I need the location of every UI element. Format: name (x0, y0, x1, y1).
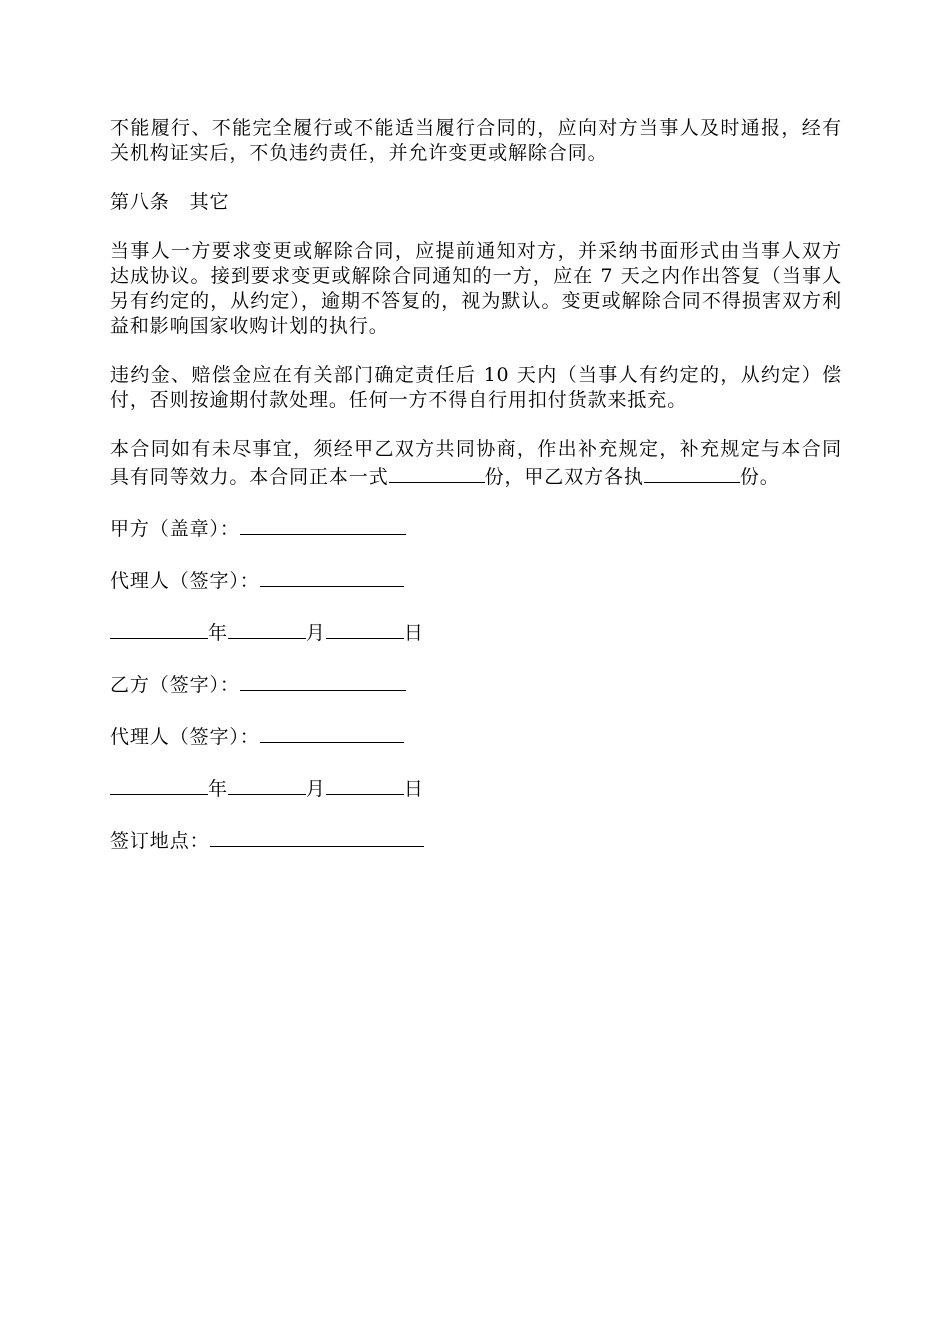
year-blank[interactable] (110, 774, 208, 795)
supplement-text-end: 份。 (739, 466, 780, 488)
year-blank[interactable] (110, 618, 208, 639)
copies-total-blank[interactable] (389, 462, 485, 483)
agent-b-signature-line (110, 722, 842, 750)
paragraph-modification: 当事人一方要求变更或解除合同，应提前通知对方，并采纳书面形式由当事人双方达成协议。接到要求变更或解除合同通知的一方，应在 7 天之内作出答复（当事人另有约定的，从约定），逾期不答复的，视为默认。变更或解除合同不得损害双方利益和影响国家收购计划的执行。 (110, 240, 842, 337)
date-line-b (110, 774, 842, 802)
supplement-text: 本合同如有未尽事宜，须经甲乙双方共同协商，作出补充规定，补充规定与本合同具有同等效力。本合同正本一式 (110, 438, 842, 488)
paragraph-force-majeure: 不能履行、不能完全履行或不能适当履行合同的，应向对方当事人及时通报，经有关机构证实后，不负违约责任，并允许变更或解除合同。 (110, 117, 842, 164)
contract-page (110, 116, 842, 878)
month-label: 月 (305, 622, 326, 644)
paragraph-supplement (110, 437, 842, 490)
signing-place-line (110, 826, 842, 854)
agent-a-blank[interactable] (260, 566, 404, 587)
party-b-signature-line (110, 670, 842, 698)
agent-b-blank[interactable] (260, 722, 404, 743)
agent-a-label: 代理人（签字）： (110, 570, 260, 592)
month-blank[interactable] (228, 774, 306, 795)
date-line-a (110, 618, 842, 646)
agent-b-label: 代理人（签字）： (110, 726, 260, 748)
month-label: 月 (305, 778, 326, 800)
day-blank[interactable] (326, 618, 404, 639)
month-blank[interactable] (228, 618, 306, 639)
supplement-text-mid: 份，甲乙双方各执 (484, 466, 644, 488)
day-blank[interactable] (326, 774, 404, 795)
party-a-signature-line (110, 514, 842, 542)
party-a-label: 甲方（盖章）： (110, 518, 240, 540)
day-label: 日 (403, 778, 424, 800)
day-label: 日 (403, 622, 424, 644)
paragraph-penalty: 违约金、赔偿金应在有关部门确定责任后 10 天内（当事人有约定的，从约定）偿付，否则按逾期付款处理。任何一方不得自行用扣付货款来抵充。 (110, 364, 842, 411)
signing-place-blank[interactable] (210, 826, 424, 847)
party-a-blank[interactable] (240, 514, 406, 535)
agent-a-signature-line (110, 566, 842, 594)
signing-place-label: 签订地点： (110, 830, 210, 852)
copies-each-blank[interactable] (644, 462, 740, 483)
year-label: 年 (208, 622, 228, 644)
party-b-label: 乙方（签字）： (110, 674, 240, 696)
party-b-blank[interactable] (240, 670, 406, 691)
article-heading: 第八条 其它 (110, 191, 230, 213)
year-label: 年 (208, 778, 228, 800)
